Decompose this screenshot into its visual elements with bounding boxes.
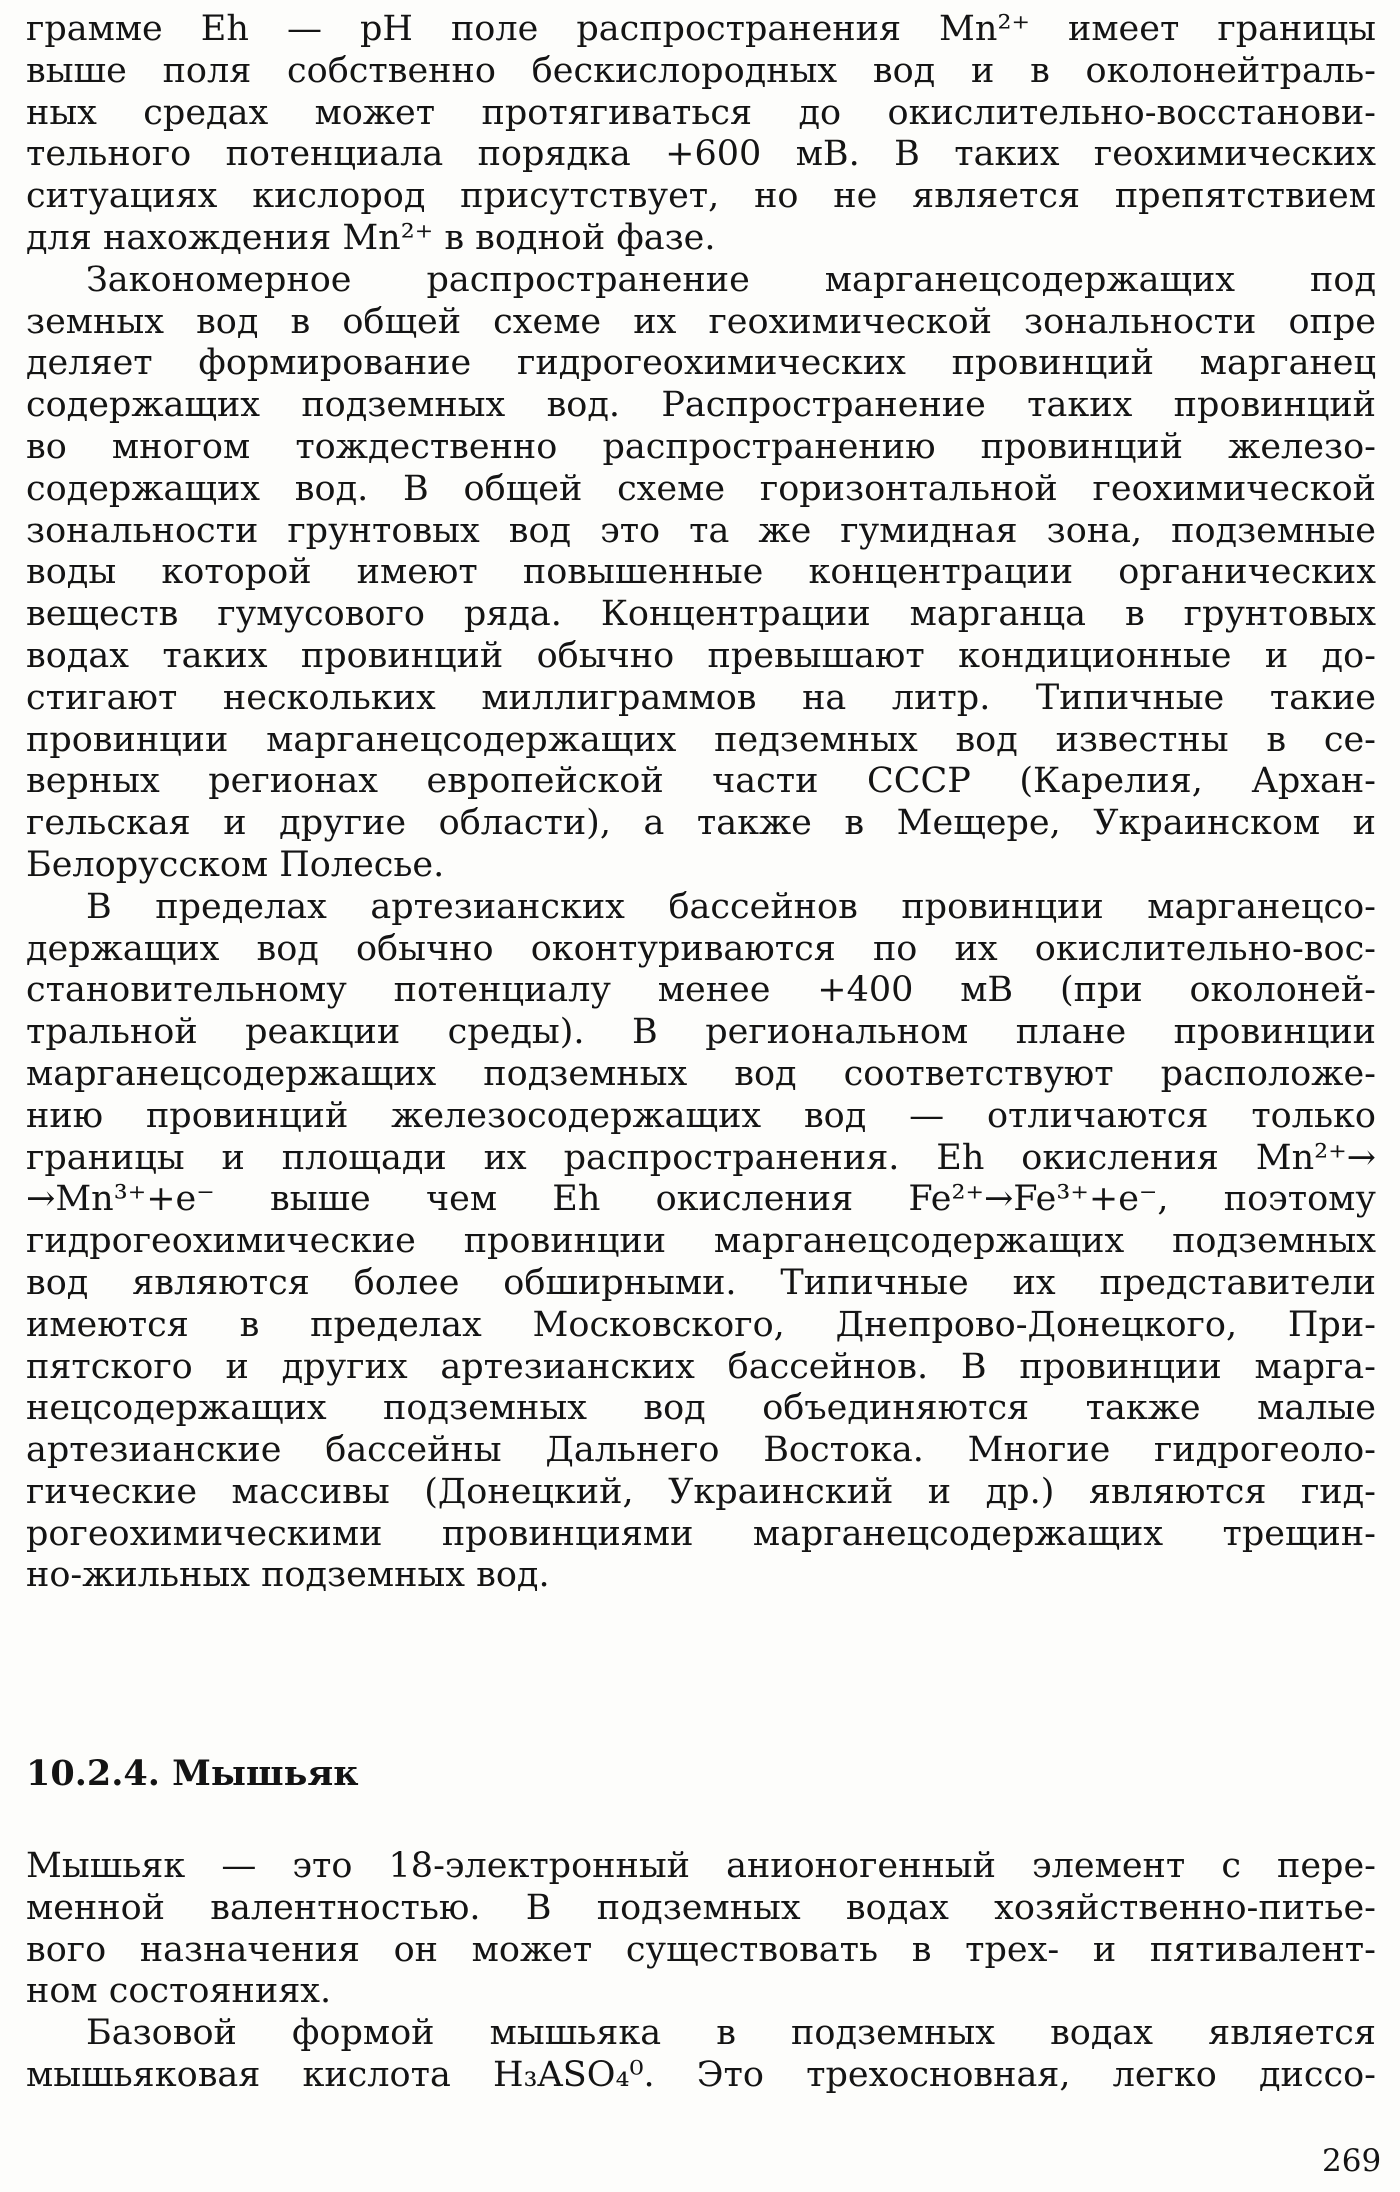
text-line: воды которой имеют повышенные концентрации органических [26,552,1376,593]
text-line: водах таких провинций обычно превышают кондиционные и до- [26,635,1376,676]
text-line: артезианские бассейны Дальнего Востока. Многие гидрогеоло- [26,1430,1376,1471]
text-line: ных средах может протягиваться до окислительно-восстанови- [26,92,1376,133]
text-line: Закономерное распространение марганецсодержащих под [86,259,1376,300]
text-line: для нахождения Mn²⁺ в водной фазе. [26,217,716,258]
text-line: грамме Eh — pH поле распространения Mn²⁺ имеет границы [26,9,1376,49]
text-line: ситуациях кислород присутствует, но не является препятствием [26,176,1376,217]
text-line: марганецсодержащих подземных вод соответствуют расположе- [26,1053,1376,1094]
text-line: во многом тождественно распространению провинций железо- [26,426,1376,467]
text-line: ном состояниях. [26,1971,332,2012]
text-line: гические массивы (Донецкий, Украинский и др.) являются гид- [26,1471,1376,1512]
text-line: веществ гумусового ряда. Концентрации марганца в грунтовых [26,594,1376,635]
text-line: рогеохимическими провинциями марганецсодержащих трещин- [26,1513,1376,1554]
text-line: земных вод в общей схеме их геохимической зональности опре [26,301,1376,342]
text-line: Мышьяк — это 18-электронный анионогенный элемент с пере- [26,1846,1376,1886]
text-line: гидрогеохимические провинции марганецсодержащих подземных [26,1221,1376,1262]
text-line: гельская и другие области), а также в Мещере, Украинском и [26,803,1376,844]
text-line: но-жильных подземных вод. [26,1555,550,1596]
text-line: тельного потенциала порядка +600 мВ. В таких геохимических [26,134,1376,175]
text-line: тральной реакции среды). В региональном плане провинции [26,1012,1376,1053]
text-line: выше поля собственно бескислородных вод и в околонейтраль- [26,50,1376,91]
text-line: верных регионах европейской части СССР (Карелия, Архан- [26,761,1376,802]
text-line: зональности грунтовых вод это та же гумидная зона, подземные [26,510,1376,551]
text-line: менной валентностью. В подземных водах хозяйственно-питье- [26,1887,1376,1928]
text-line: содержащих вод. В общей схеме горизонтальной геохимической [26,468,1376,509]
text-line: границы и площади их распространения. Eh окисления Mn²⁺→ [26,1137,1376,1178]
body-text-before-heading [26,9,1376,1597]
text-line: стигают нескольких миллиграммов на литр. Типичные такие [26,677,1376,718]
text-line: имеются в пределах Московского, Днепрово-Донецкого, При- [26,1304,1376,1345]
text-line: Базовой формой мышьяка в подземных водах является [86,2013,1376,2054]
text-line: пятского и других артезианских бассейнов. В провинции марга- [26,1346,1376,1387]
text-line: мышьяковая кислота H₃ASO₄⁰. Это трехосновная, легко диссо- [26,2054,1376,2095]
text-line: →Mn³⁺+e⁻ выше чем Eh окисления Fe²⁺→Fe³⁺+e⁻, поэтому [26,1179,1376,1220]
text-line: становительному потенциалу менее +400 мВ (при околоней- [26,970,1376,1011]
text-line: нию провинций железосодержащих вод — отличаются только [26,1095,1376,1136]
text-line: деляет формирование гидрогеохимических провинций марганец [26,343,1376,384]
text-line: нецсодержащих подземных вод объединяются также малые [26,1388,1376,1429]
text-line: провинции марганецсодержащих педземных вод известны в се- [26,719,1376,760]
body-text-after-heading [26,1846,1376,2097]
page-number: 269 [1322,2143,1382,2179]
text-line: В пределах артезианских бассейнов провинции марганецсо- [86,886,1376,927]
text-line: вого назначения он может существовать в трех- и пятивалент- [26,1929,1376,1970]
text-line: Белорусском Полесье. [26,844,445,885]
text-line: держащих вод обычно оконтуриваются по их окислительно-вос- [26,928,1376,969]
text-line: вод являются более обширными. Типичные их представители [26,1262,1376,1303]
section-heading: 10.2.4. Мышьяк [26,1753,359,1794]
text-line: содержащих подземных вод. Распространение таких провинций [26,385,1376,426]
